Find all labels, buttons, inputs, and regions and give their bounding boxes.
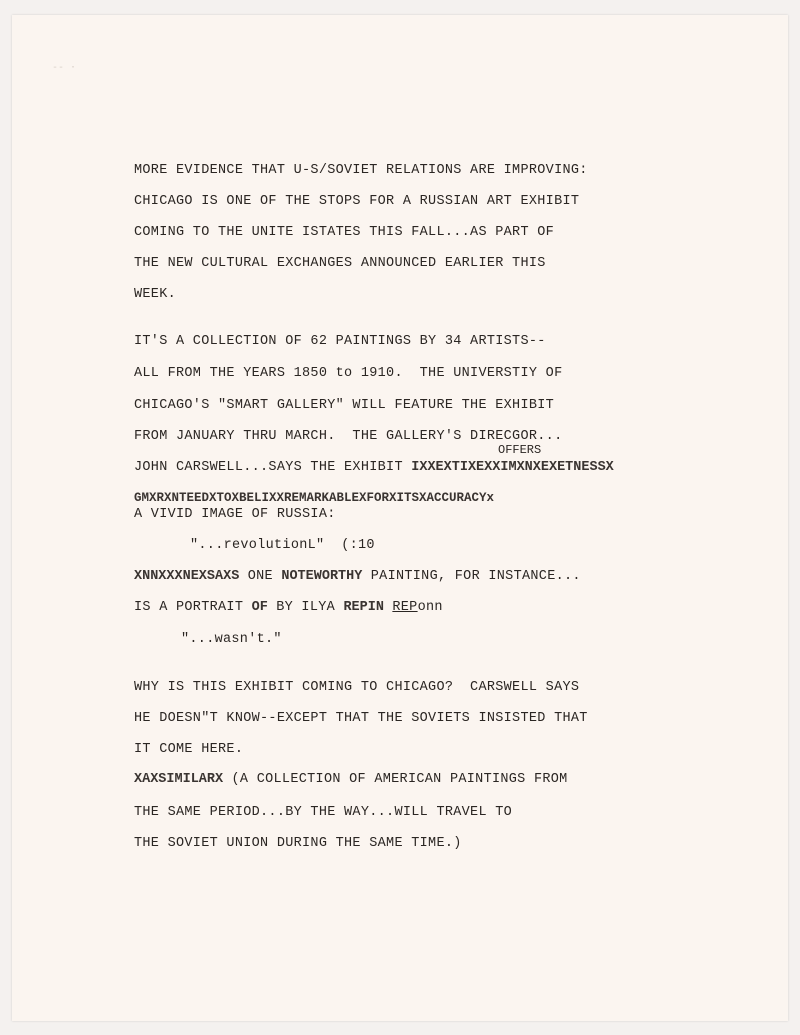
text-line: HE DOESN"T KNOW--EXCEPT THAT THE SOVIETS INSISTED THAT: [134, 711, 588, 726]
text-line: CHICAGO IS ONE OF THE STOPS FOR A RUSSIAN ART EXHIBIT: [134, 194, 580, 209]
line-segment: onn: [417, 600, 443, 615]
text-line: [134, 569, 581, 585]
line-segment: IS A PORTRAIT: [134, 600, 252, 615]
text-line: IT'S A COLLECTION OF 62 PAINTINGS BY 34 ARTISTS--: [134, 334, 546, 349]
text-line: THE SOVIET UNION DURING THE SAME TIME.): [134, 836, 462, 851]
offers-insert: OFFERS: [498, 443, 542, 457]
struck-text: REPIN: [343, 600, 384, 615]
text-line: [134, 460, 614, 476]
text-line: IT COME HERE.: [134, 742, 244, 757]
quote-line: "...revolutionL" (:10: [190, 538, 375, 553]
text-line: COMING TO THE UNITE ISTATES THIS FALL...AS PART OF: [134, 225, 555, 240]
text-line: ALL FROM THE YEARS 1850 to 1910. THE UNIVERSTIY OF: [134, 366, 563, 381]
text-line: WHY IS THIS EXHIBIT COMING TO CHICAGO? CARSWELL SAYS: [134, 680, 580, 695]
line-segment: PAINTING, FOR INSTANCE...: [362, 569, 581, 584]
text-line: THE NEW CULTURAL EXCHANGES ANNOUNCED EARLIER THIS: [134, 256, 546, 271]
corner-smudge: -- ·: [52, 62, 77, 73]
line-segment: (A COLLECTION OF AMERICAN PAINTINGS FROM: [223, 772, 568, 787]
text-line: FROM JANUARY THRU MARCH. THE GALLERY'S DIRECGOR...: [134, 429, 563, 444]
line-segment: ONE: [239, 569, 282, 584]
text-line: CHICAGO'S "SMART GALLERY" WILL FEATURE THE EXHIBIT: [134, 398, 555, 413]
struck-text: XAXSIMILARX: [134, 772, 224, 787]
struck-text: NOTEWORTHY: [281, 569, 363, 584]
struck-text: IXXEXTIXEXXIMXNXEXETNESSX: [411, 460, 614, 475]
line-segment: BY ILYA: [267, 600, 344, 615]
struck-text: OF: [251, 600, 268, 615]
text-line: MORE EVIDENCE THAT U-S/SOVIET RELATIONS ARE IMPROVING:: [134, 163, 588, 178]
text-line: THE SAME PERIOD...BY THE WAY...WILL TRAVEL TO: [134, 805, 513, 820]
underlined-text: REP: [392, 600, 418, 615]
quote-line: "...wasn't.": [181, 632, 282, 647]
text-line: WEEK.: [134, 287, 177, 302]
struck-text: XNNXXXNEXSAXS: [134, 569, 240, 584]
struck-text: GMXRXNTEEDXTOXBELIXXREMARKABLEXFORXITSXACCURACYx: [134, 491, 495, 505]
text-line: A VIVID IMAGE OF RUSSIA:: [134, 507, 336, 522]
line-segment: JOHN CARSWELL...SAYS THE EXHIBIT: [134, 460, 412, 475]
text-line: [134, 772, 568, 788]
struck-line: [134, 490, 494, 506]
text-line: [134, 600, 443, 616]
